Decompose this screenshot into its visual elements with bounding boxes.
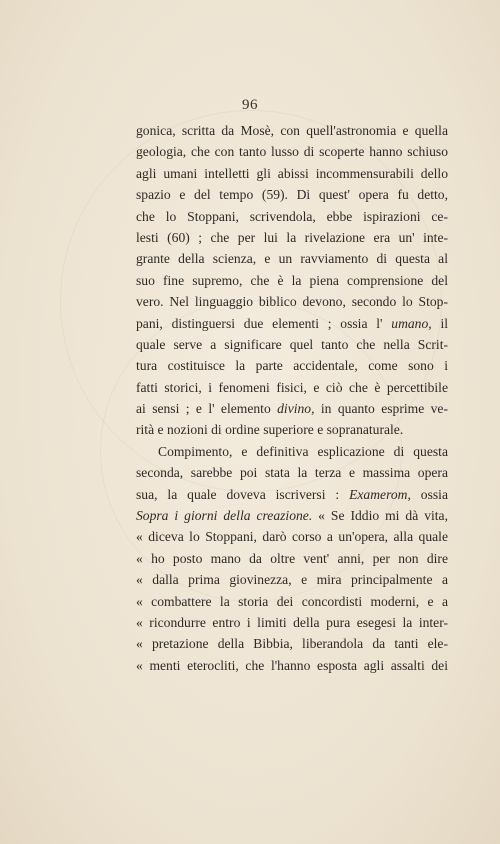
quote-line: « diceva lo Stoppani, darò corso a un'opera, alla quale [136,529,448,545]
text-run: in quanto esprime ve- [314,401,448,417]
text-run: sua, la quale doveva iscriversi : [136,486,350,502]
text-line: tura costituisce la parte accidentale, come sono i [136,358,448,374]
italic-title: Examerom, [349,486,411,502]
quote-line: « combattere la storia dei concordisti moderni, e a [136,593,448,609]
text-line: rità e nozioni di ordine superiore e sopranaturale. [136,422,404,438]
text-line: seconda, sarebbe poi stata la terza e massima opera [136,465,448,481]
text-line: grante della scienza, e un ravviamento di questa al [136,251,448,267]
quote-line: « pretazione della Bibbia, liberandola da tanti ele- [136,636,448,652]
text-line [136,398,448,419]
text-line: quale serve a significare quel tanto che nella Scrit- [136,336,448,352]
text-run: ossia [410,486,448,502]
quote-line: « ho posto mano da oltre vent' anni, per non dire [136,550,448,566]
italic-term: divino, [277,401,315,417]
text-line: Compimento, e definitiva esplicazione di questa [158,443,448,459]
text-line: fatti storici, i fenomeni fisici, e ciò che è percettibile [136,379,448,395]
text-line: agli umani intelletti gli abissi incommensurabili dello [136,165,448,181]
text-line: gonica, scritta da Mosè, con quell'astronomia e quella [136,123,448,138]
text-line [136,505,448,526]
text-line: che lo Stoppani, scrivendola, ebbe ispirazioni ce- [136,208,448,224]
italic-term: umano, [391,315,432,331]
text-run: ai sensi ; e l' elemento [136,401,278,417]
text-line: geologia, che con tanto lusso di scoperte hanno schiuso [136,144,448,160]
text-line [136,313,448,334]
text-line: vero. Nel linguaggio biblico devono, secondo lo Stop- [136,294,448,310]
text-run: il [431,315,448,331]
text-line: spazio e del tempo (59). Di quest' opera fu detto, [136,187,448,203]
quote-line: « menti eterocliti, che l'hanno esposta agli assalti dei [136,657,448,673]
text-line: suo fine supremo, che è la piena comprensione del [136,272,448,288]
text-run: « Se Iddio mi dà vita, [312,508,448,524]
quote-line: « dalla prima giovinezza, e mira principalmente a [136,572,448,588]
page-number: 96 [242,97,258,113]
text-run: pani, distinguersi due elementi ; ossia l' [136,315,392,331]
body-text [136,120,448,676]
italic-title: Sopra i giorni della creazione. [136,508,313,524]
text-line [136,484,448,505]
text-line: lesti (60) ; che per lui la rivelazione era un' inte- [136,229,448,245]
quote-line: « ricondurre entro i limiti della pura esegesi la inter- [136,614,448,630]
